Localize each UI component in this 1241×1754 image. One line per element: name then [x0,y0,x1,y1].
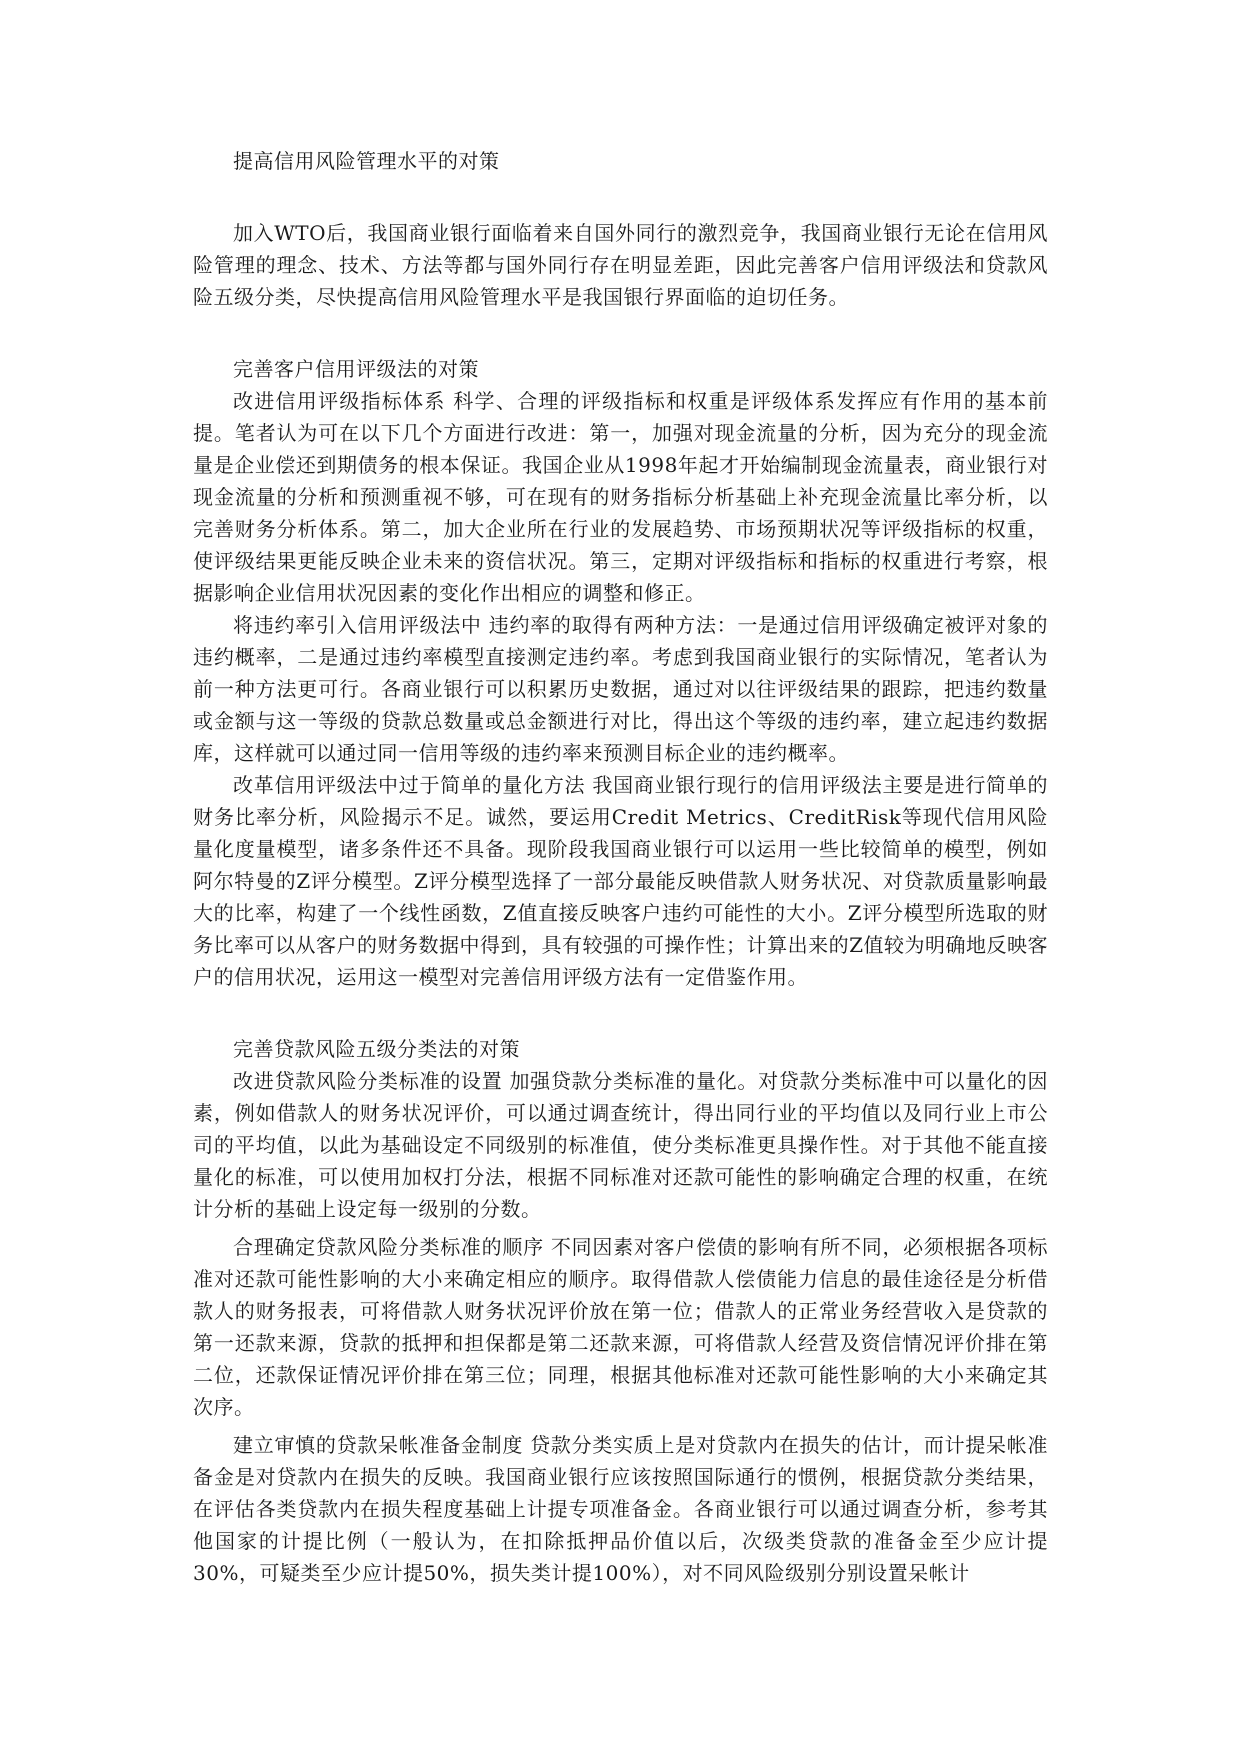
paragraph-standards-order: 合理确定贷款风险分类标准的顺序 不同因素对客户偿债的影响有所不同，必须根据各项标准对还款可能性影响的大小来确定相应的顺序。取得借款人偿债能力信息的最佳途径是分析借款人的财务报表，可将借款人财务状况评价放在第一位；借款人的正常业务经营收入是贷款的第一还款来源，贷款的抵押和担保都是第二还款来源，可将借款人经营及资信情况评价排在第二位，还款保证情况评价排在第三位；同理，根据其他标准对还款可能性影响的大小来确定其次序。 [193,1235,1048,1419]
paragraph-loan-loss-reserve: 建立审慎的贷款呆帐准备金制度 贷款分类实质上是对贷款内在损失的估计，而计提呆帐准备金是对贷款内在损失的反映。我国商业银行应该按照国际通行的惯例，根据贷款分类结果，在评估各类贷款内在损失程度基础上计提专项准备金。各商业银行可以通过调查分析，参考其他国家的计提比例（一般认为，在扣除抵押品价值以后，次级类贷款的准备金至少应计提30%，可疑类至少应计提50%，损失类计提100%），对不同风险级别分别设置呆帐计 [193,1433,1048,1585]
spacer [193,177,1048,217]
section-heading-credit-rating: 完善客户信用评级法的对策 [233,357,479,381]
spacer [193,313,1048,353]
document-page [193,145,1048,1589]
paragraph-quantification-methods: 改革信用评级法中过于简单的量化方法 我国商业银行现行的信用评级法主要是进行简单的财务比率分析，风险揭示不足。诚然，要运用Credit Metrics、CreditRisk等现代信用风险量化度量模型，诸多条件还不具备。现阶段我国商业银行可以运用一些比较简单的模型，例如阿尔特曼的Z评分模型。Z评分模型选择了一部分最能反映借款人财务状况、对贷款质量影响最大的比率，构建了一个线性函数，Z值直接反映客户违约可能性的大小。Z评分模型所选取的财务比率可以从客户的财务数据中得到，具有较强的可操作性；计算出来的Z值较为明确地反映客户的信用状况，运用这一模型对完善信用评级方法有一定借鉴作用。 [193,773,1048,989]
paragraph-rating-indicators: 改进信用评级指标体系 科学、合理的评级指标和权重是评级体系发挥应有作用的基本前提。笔者认为可在以下几个方面进行改进：第一，加强对现金流量的分析，因为充分的现金流量是企业偿还到期债务的根本保证。我国企业从1998年起才开始编制现金流量表，商业银行对现金流量的分析和预测重视不够，可在现有的财务指标分析基础上补充现金流量比率分析，以完善财务分析体系。第二，加大企业所在行业的发展趋势、市场预期状况等评级指标的权重，使评级结果更能反映企业未来的资信状况。第三，定期对评级指标和指标的权重进行考察，根据影响企业信用状况因素的变化作出相应的调整和修正。 [193,389,1048,605]
intro-paragraph: 加入WTO后，我国商业银行面临着来自国外同行的激烈竞争，我国商业银行无论在信用风险管理的理念、技术、方法等都与国外同行存在明显差距，因此完善客户信用评级法和贷款风险五级分类，尽快提高信用风险管理水平是我国银行界面临的迫切任务。 [193,221,1048,309]
paragraph-classification-standards: 改进贷款风险分类标准的设置 加强贷款分类标准的量化。对贷款分类标准中可以量化的因素，例如借款人的财务状况评价，可以通过调查统计，得出同行业的平均值以及同行业上市公司的平均值，以此为基础设定不同级别的标准值，使分类标准更具操作性。对于其他不能直接量化的标准，可以使用加权打分法，根据不同标准对还款可能性的影响确定合理的权重，在统计分析的基础上设定每一级别的分数。 [193,1069,1048,1221]
paragraph-default-rate: 将违约率引入信用评级法中 违约率的取得有两种方法：一是通过信用评级确定被评对象的违约概率，二是通过违约率模型直接测定违约率。考虑到我国商业银行的实际情况，笔者认为前一种方法更可行。各商业银行可以积累历史数据，通过对以往评级结果的跟踪，把违约数量或金额与这一等级的贷款总数量或总金额进行对比，得出这个等级的违约率，建立起违约数据库，这样就可以通过同一信用等级的违约率来预测目标企业的违约概率。 [193,613,1048,765]
spacer [193,993,1048,1033]
document-title: 提高信用风险管理水平的对策 [233,149,500,173]
section-heading-loan-classification: 完善贷款风险五级分类法的对策 [233,1037,520,1061]
